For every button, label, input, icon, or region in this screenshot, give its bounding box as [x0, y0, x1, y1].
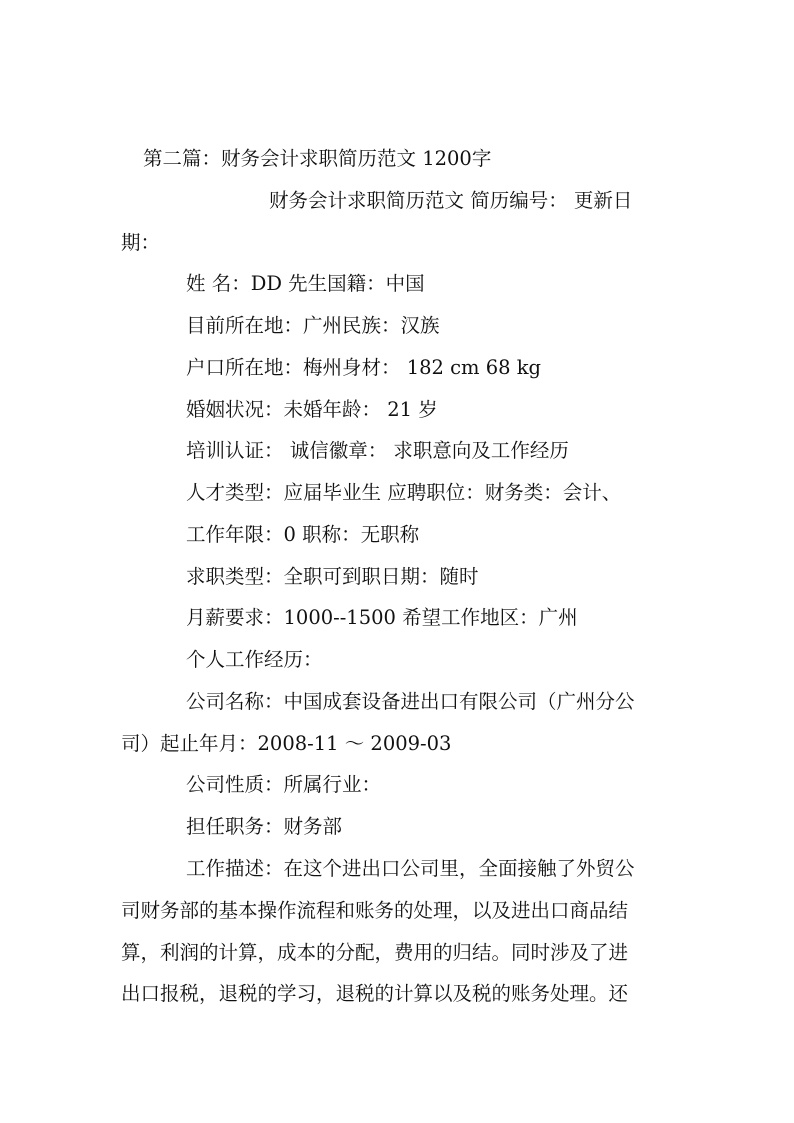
certification-line: 培训认证： 诚信徽章： 求职意向及工作经历: [186, 439, 569, 462]
hukou-height-weight-line: 户口所在地：梅州身材： 182 cm 68 kg: [186, 356, 542, 379]
position-line: 担任职务：财务部: [186, 815, 343, 838]
marital-age-line: 婚姻状况：未婚年龄： 21 岁: [186, 398, 438, 421]
company-nature-line: 公司性质：所属行业：: [186, 773, 382, 796]
description-line-4: 出口报税，退税的学习，退税的计算以及税的账务处理。还: [121, 982, 629, 1005]
work-history-heading: 个人工作经历：: [186, 648, 323, 671]
description-line-3: 算，利润的计算，成本的分配，费用的归结。同时涉及了进: [121, 941, 629, 964]
talent-position-line: 人才类型：应届毕业生 应聘职位：财务类：会计、: [186, 481, 622, 504]
work-years-title-line: 工作年限：0 职称：无职称: [186, 523, 420, 546]
salary-region-line: 月薪要求：1000--1500 希望工作地区：广州: [186, 606, 578, 629]
company-name-line-1: 公司名称：中国成套设备进出口有限公司（广州分公: [186, 690, 635, 713]
job-type-availability-line: 求职类型：全职可到职日期：随时: [186, 565, 479, 588]
company-name-line-2: 司）起止年月：2008-11 ～ 2009-03: [121, 732, 452, 755]
resume-subtitle-line-1: 财务会计求职简历范文 简历编号： 更新日: [269, 189, 633, 212]
description-line-2: 司财务部的基本操作流程和账务的处理，以及进出口商品结: [121, 899, 629, 922]
resume-subtitle-line-2: 期：: [121, 231, 161, 254]
description-line-1: 工作描述：在这个进出口公司里，全面接触了外贸公: [186, 857, 635, 880]
name-nationality-line: 姓 名：DD 先生国籍：中国: [186, 272, 425, 295]
location-ethnicity-line: 目前所在地：广州民族：汉族: [186, 314, 440, 337]
document-title: 第二篇：财务会计求职简历范文 1200字: [143, 147, 492, 170]
